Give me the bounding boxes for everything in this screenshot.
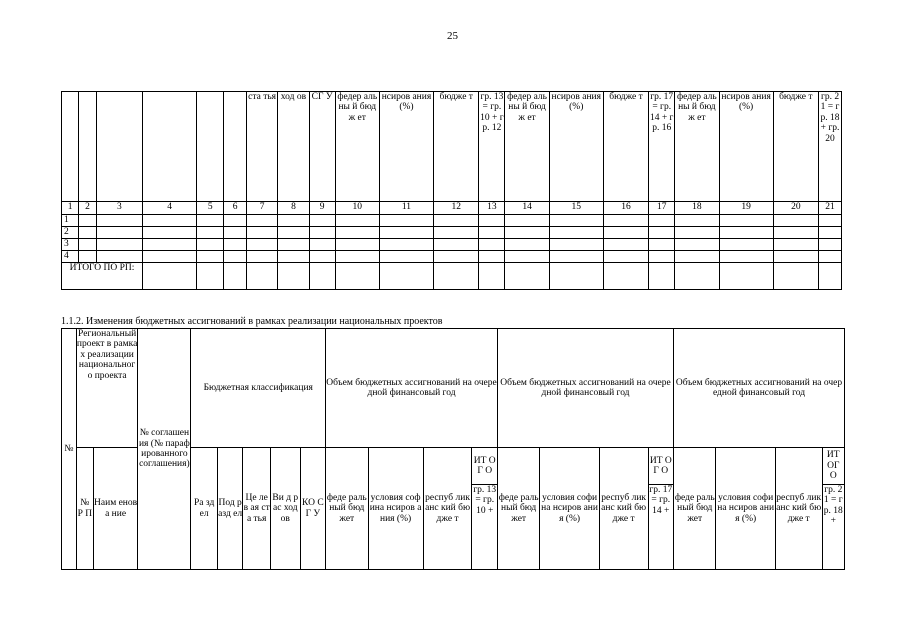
column-number: 6 [224, 202, 247, 215]
column-number: 5 [197, 202, 224, 215]
column-number: 9 [309, 202, 335, 215]
cofinancing-header: условия софина нсиров ания (%) [368, 448, 423, 570]
col-number-header: № [62, 329, 77, 570]
bc-expense-type-header: Ви д рас ход ов [270, 448, 300, 570]
table-row [62, 215, 842, 227]
header-cell: нсиров ания (%) [549, 92, 603, 202]
column-number: 17 [649, 202, 675, 215]
column-number: 7 [246, 202, 277, 215]
republic-budget-header: респуб ликанс кий бюдже т [599, 448, 648, 570]
header-cell: СГ У [309, 92, 335, 202]
column-number: 21 [819, 202, 842, 215]
national-projects-table [61, 328, 845, 570]
header-cell: гр. 17 = гр. 14 + гр. 16 [649, 92, 675, 202]
rp-name-header: Наим енова ние [93, 448, 138, 570]
column-number: 10 [335, 202, 379, 215]
table-header-row [62, 92, 842, 202]
header-cell: бюдже т [603, 92, 648, 202]
table-header-row [62, 329, 845, 448]
bc-kosgu-header: КО СГ У [300, 448, 325, 570]
republic-budget-header: респуб ликанс кий бюдже т [423, 448, 472, 570]
column-number: 2 [79, 202, 96, 215]
header-cell: ста тья [246, 92, 277, 202]
column-number: 1 [62, 202, 79, 215]
column-number: 11 [379, 202, 433, 215]
total-formula: гр. 13 = гр. 10 + [472, 485, 498, 570]
header-cell: гр. 21 = гр. 18 + гр. 20 [819, 92, 842, 202]
row-number: 4 [62, 251, 79, 263]
bc-subsection-header: Под разд ел [217, 448, 242, 570]
header-cell: федер альны й бюдж ет [675, 92, 719, 202]
federal-budget-header: феде раль ный бюд жет [674, 448, 716, 570]
total-formula: гр. 17 = гр. 14 + [648, 485, 674, 570]
column-number: 13 [479, 202, 505, 215]
column-number: 4 [143, 202, 197, 215]
total-label: ИТОГО ПО РП: [62, 263, 143, 290]
column-number: 18 [675, 202, 719, 215]
year-header: Объем бюджетных ассигнований на очередной финансовый год [674, 329, 845, 448]
row-number: 1 [62, 215, 79, 227]
header-cell [143, 92, 197, 202]
column-number: 20 [773, 202, 818, 215]
budget-table-continued [61, 91, 842, 290]
header-cell: бюдже т [773, 92, 818, 202]
header-cell [62, 92, 79, 202]
header-cell [197, 92, 224, 202]
row-number: 2 [62, 227, 79, 239]
itogo-header: ИТ ОГ О [822, 448, 844, 485]
itogo-header: ИТ ОГ О [472, 448, 498, 485]
republic-budget-header: респуб ликанс кий бюдже т [775, 448, 822, 570]
header-cell [79, 92, 96, 202]
header-cell: нсиров ания (%) [719, 92, 773, 202]
budget-classification-header: Бюджетная классификация [191, 329, 326, 448]
header-cell: федер альны й бюдж ет [505, 92, 549, 202]
section-title: 1.1.2. Изменения бюджетных ассигнований в рамках реализации национальных проектов [61, 316, 443, 327]
federal-budget-header: феде раль ный бюд жет [326, 448, 368, 570]
header-cell: нсиров ания (%) [379, 92, 433, 202]
header-cell [224, 92, 247, 202]
cofinancing-header: условия софина нсиров ания (%) [716, 448, 775, 570]
regional-project-header: Региональный проект в рамках реализации национального проекта [76, 329, 138, 448]
rp-number-header: № Р П [76, 448, 93, 570]
table-row [62, 251, 842, 263]
row-number: 3 [62, 239, 79, 251]
column-number-row [62, 202, 842, 215]
agreement-header: № соглашения (№ парафированного соглашения) [138, 329, 191, 570]
column-number: 3 [96, 202, 143, 215]
cofinancing-header: условия софина нсиров ания (%) [540, 448, 599, 570]
header-cell [96, 92, 143, 202]
total-row [62, 263, 842, 290]
federal-budget-header: феде раль ный бюд жет [497, 448, 539, 570]
header-cell: бюдже т [434, 92, 479, 202]
itogo-header: ИТ ОГ О [648, 448, 674, 485]
year-header: Объем бюджетных ассигнований на очередной финансовый год [497, 329, 673, 448]
column-number: 19 [719, 202, 773, 215]
header-cell: ход ов [278, 92, 309, 202]
column-number: 16 [603, 202, 648, 215]
year-header: Объем бюджетных ассигнований на очередной финансовый год [326, 329, 498, 448]
column-number: 8 [278, 202, 309, 215]
total-formula: гр. 21 = гр. 18 + [822, 485, 844, 570]
header-cell: федер альны й бюдж ет [335, 92, 379, 202]
column-number: 12 [434, 202, 479, 215]
bc-section-header: Ра зд ел [191, 448, 218, 570]
header-cell: гр. 13 = гр. 10 + гр. 12 [479, 92, 505, 202]
column-number: 15 [549, 202, 603, 215]
table-row [62, 239, 842, 251]
table-row [62, 227, 842, 239]
column-number: 14 [505, 202, 549, 215]
page-number: 25 [447, 30, 458, 42]
bc-target-article-header: Це лев ая ста тья [243, 448, 271, 570]
